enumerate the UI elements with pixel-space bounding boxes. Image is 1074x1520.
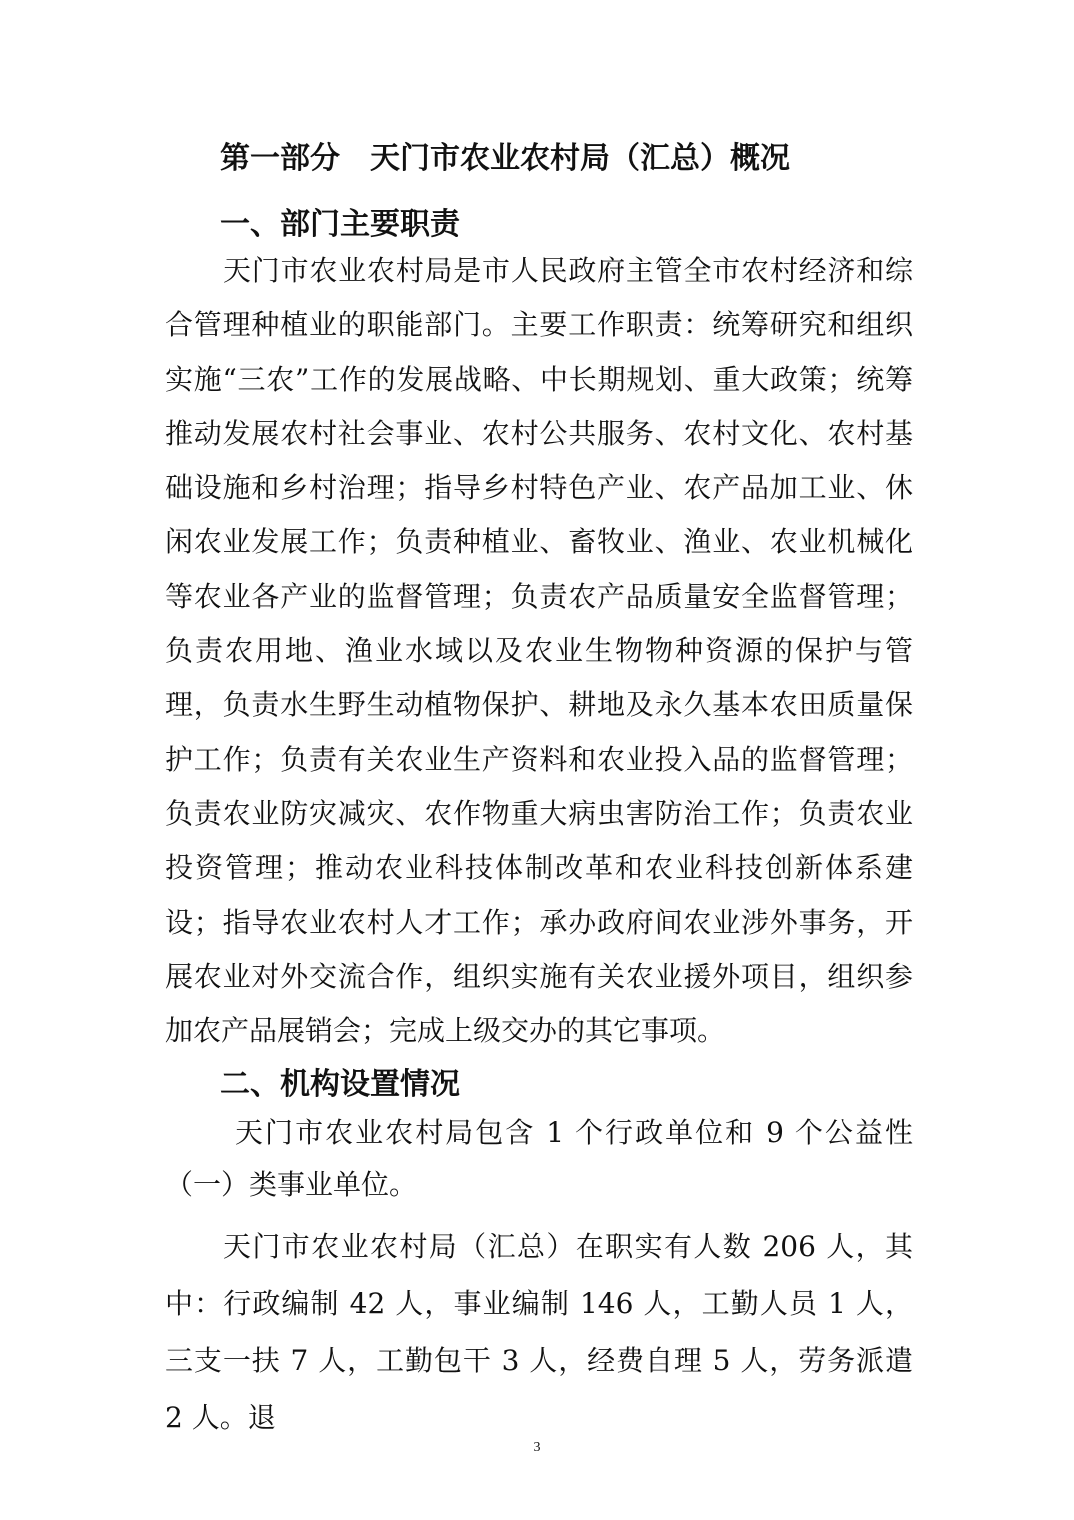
page-number: 3 bbox=[533, 1440, 541, 1455]
duties-paragraph: 天门市农业农村局是市人民政府主管全市农村经济和综合管理种植业的职能部门。主要工作职责：统筹研究和组织实施“三农”工作的发展战略、中长期规划、重大政策；统筹推动发展农村社会事业、农村公共服务、农村文化、农村基础设施和乡村治理；指导乡村特色产业、农产品加工业、休闲农业发展工作；负责种植业、畜牧业、渔业、农业机械化等农业各产业的监督管理；负责农产品质量安全监督管理；负责农用地、渔业水域以及农业生物物种资源的保护与管理，负责水生野生动植物保护、耕地及永久基本农田质量保护工作；负责有关农业生产资料和农业投入品的监督管理；负责农业防灾减灾、农作物重大病虫害防治工作；负责农业投资管理；推动农业科技体制改革和农业科技创新体系建设；指导农业农村人才工作；承办政府间农业涉外事务，开展农业对外交流合作，组织实施有关农业援外项目，组织参加农产品展销会；完成上级交办的其它事项。 bbox=[165, 254, 913, 1048]
document-title: 第一部分 天门市农业农村局（汇总）概况 bbox=[220, 141, 790, 176]
organization-paragraph: 天门市农业农村局包含 1 个行政单位和 9 个公益性（一）类事业单位。 bbox=[165, 1116, 913, 1201]
staffing-paragraph: 天门市农业农村局（汇总）在职实有人数 206 人，其中：行政编制 42 人，事业编制 146 人，工勤人员 1 人，三支一扶 7 人，工勤包干 3 人，经费自理 5 人，劳务派遣 2 人。退 bbox=[165, 1230, 913, 1434]
section-heading-duties: 一、部门主要职责 bbox=[220, 207, 460, 242]
section-heading-organization: 二、机构设置情况 bbox=[220, 1067, 460, 1102]
